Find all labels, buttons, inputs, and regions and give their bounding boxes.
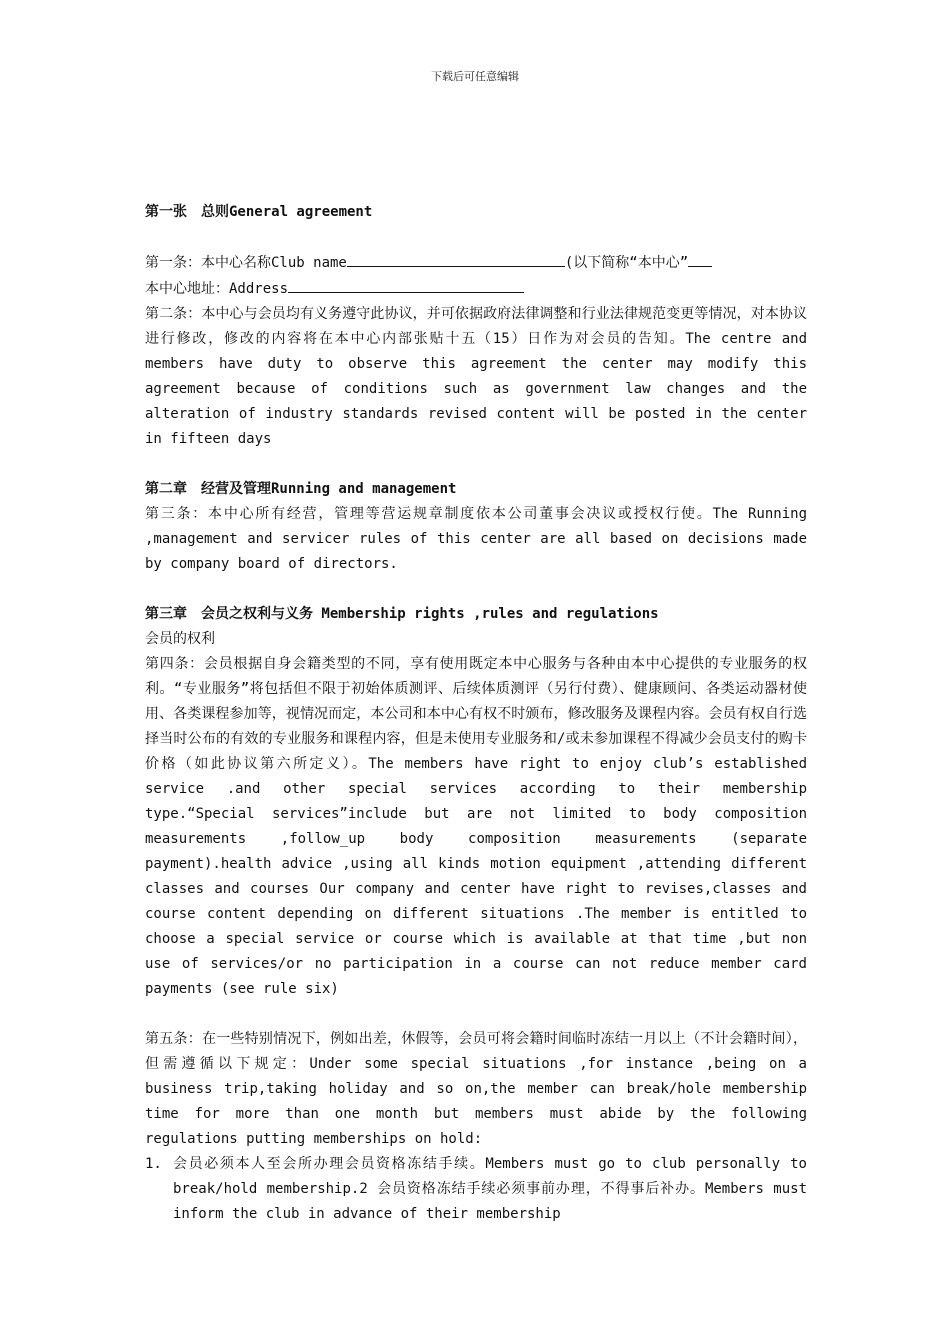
chapter-1-heading (145, 200, 807, 225)
address-blank (288, 276, 524, 293)
chapter-2-heading (145, 477, 807, 502)
chapter-3-title-en: Membership rights ,rules and regulations (313, 606, 659, 622)
chapter-1-title: 第一张 总则 (145, 204, 229, 220)
chapter-2-title-en: Running and management (271, 481, 457, 497)
page-header-note: 下载后可任意编辑 (431, 70, 519, 83)
chapter-2-title: 第二章 经营及管理 (145, 481, 271, 497)
article-5: 第五条：在一些特别情况下，例如出差，休假等，会员可将会籍时间临时冻结一月以上（不计会籍时间），但需遵循以下规定：Under some special situations ,for instance ,being on a business trip,taking holiday and so on,the member can break/hole membership time for more than one month but members must abide by the following regulations putting memberships on hold: (145, 1031, 807, 1147)
article-4: 第四条：会员根据自身会籍类型的不同，享有使用既定本中心服务与各种由本中心提供的专业服务的权利。“专业服务”将包括但不限于初始体质测评、后续体质测评（另行付费）、健康顾问、各类运动器材使用、各类课程参加等，视情况而定，本公司和本中心有权不时颁布，修改服务及课程内容。会员有权自行选择当时公布的有效的专业服务和课程内容，但是未使用专业服务和/或未参加课程不得减少会员支付的购卡价格（如此协议第六所定义）。The members have right to enjoy club’s established service .and other special services according to their membership type.“Special services”include but are not limited to body composition measurements ,follow_up body composition measurements (separate payment).health advice ,using all kinds motion equipment ,attending different classes and courses Our company and center have right to revises,classes and course content depending on different situations .The member is entitled to choose a special service or course which is available at that time ,but non use of services/or no participation in a course can not reduce member card payments (see rule six) (145, 656, 807, 997)
address-line (145, 276, 807, 302)
list-item-number: 1. (145, 1156, 162, 1172)
list-item (145, 1152, 807, 1227)
article-1-tail-blank (688, 250, 712, 267)
list-item-text: 会员必须本人至会所办理会员资格冻结手续。Members must go to club personally to break/hold membership.2 会员资格冻结手续必须事前办理，不得事后补办。Members must inform the club in advance of their membership (173, 1156, 807, 1222)
chapter-1-title-en: General agreement (229, 204, 373, 220)
address-label: 本中心地址：Address (145, 281, 289, 297)
article-1 (145, 250, 807, 276)
document-body (145, 200, 807, 1227)
article-1-suffix: (以下简称“本中心” (564, 255, 689, 271)
rights-subtitle: 会员的权利 (145, 631, 215, 647)
chapter-3-heading (145, 602, 807, 627)
article-2: 第二条：本中心与会员均有义务遵守此协议，并可依据政府法律调整和行业法律规范变更等情况，对本协议进行修改，修改的内容将在本中心内部张贴十五（15）日作为对会员的告知。The centre and members have duty to observe this agreement the center may modify this agreement because of conditions such as government law changes and the alteration of industry standards revised content will be posted in the center in fifteen days (145, 306, 807, 447)
article-3: 第三条：本中心所有经营，管理等营运规章制度依本公司董事会决议或授权行使。The Running ,management and servicer rules of this center are all based on decisions made by company board of directors. (145, 506, 807, 572)
chapter-3-title: 第三章 会员之权利与义务 (145, 606, 313, 622)
club-name-blank (347, 250, 565, 267)
article-1-label: 第一条：本中心名称Club name (145, 255, 347, 271)
